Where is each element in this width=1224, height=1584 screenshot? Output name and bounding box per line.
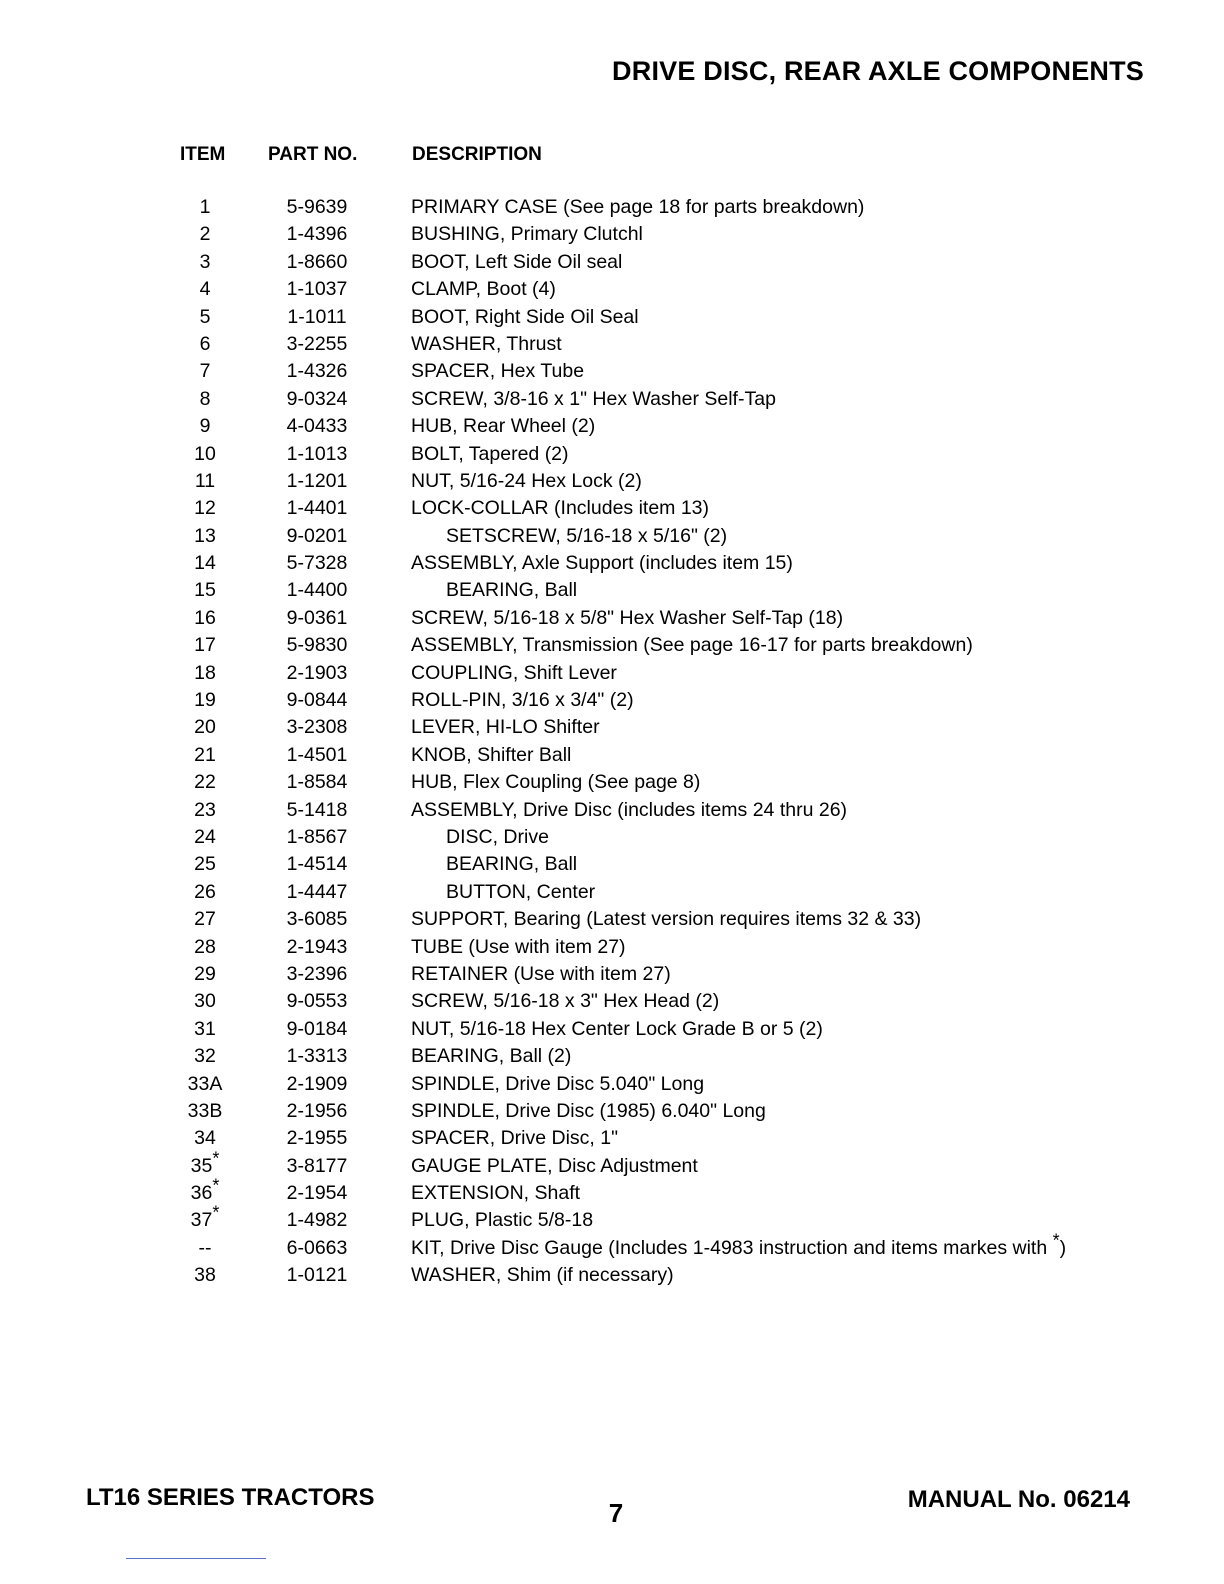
part-description [411,1098,766,1125]
description-text: BOOT, Left Side Oil seal [411,250,623,273]
parts-list [0,194,1224,1290]
part-description [411,358,584,385]
description-text: NUT, 5/16-18 Hex Center Lock Grade B or 5 (2) [411,1017,823,1040]
part-description [411,1043,571,1070]
part-number: 1-4400 [286,579,348,602]
item-number [172,386,238,413]
item-number-text: 5 [199,305,211,328]
part-description [411,1071,704,1098]
item-number [172,742,238,769]
item-number-text: 13 [194,524,216,547]
item-number [172,906,238,933]
parts-row [0,742,1224,769]
parts-row [0,358,1224,385]
part-description [446,577,577,604]
item-number [172,468,238,495]
parts-row [0,1202,1224,1234]
item-number-text: 10 [194,442,216,465]
description-text: SCREW, 5/16-18 x 3" Hex Head (2) [411,990,720,1013]
part-description [411,1125,618,1152]
parts-row [0,824,1224,851]
item-number-text: 18 [194,661,216,684]
page-number: 7 [608,1498,624,1528]
part-description [411,714,600,741]
item-number-text: -- [198,1236,212,1259]
part-description [446,851,577,878]
item-number [172,824,238,851]
part-description [411,660,617,687]
description-text: SPINDLE, Drive Disc 5.040" Long [411,1072,705,1095]
item-number-text: 33B [187,1099,223,1122]
item-number-text: 31 [194,1017,216,1040]
description-text: BUSHING, Primary Clutchl [411,223,643,246]
description-text: BOLT, Tapered (2) [411,442,569,465]
item-number-text: 21 [194,743,216,766]
part-description [411,221,643,248]
part-description [411,742,571,769]
item-number-text: 7 [199,360,211,383]
parts-row [0,276,1224,303]
item-number [172,1175,238,1207]
item-number [172,413,238,440]
parts-row [0,441,1224,468]
description-text: KNOB, Shifter Ball [411,743,572,766]
part-description [411,1016,823,1043]
description-text: EXTENSION, Shaft [411,1182,581,1205]
part-description [411,988,719,1015]
item-number-text: 2 [199,223,211,246]
asterisk-mark: * [212,1202,220,1223]
part-number: 3-6085 [286,908,348,931]
description-text: HUB, Flex Coupling (See page 8) [411,771,701,794]
item-number [172,1071,238,1098]
item-number-text: 3 [199,250,211,273]
item-number-text: 37 [190,1209,213,1232]
parts-row [0,1175,1224,1207]
item-number [172,797,238,824]
item-number [172,879,238,906]
description-text: ROLL-PIN, 3/16 x 3/4" (2) [411,689,634,712]
description-text: BOOT, Right Side Oil Seal [411,305,639,328]
parts-row [0,304,1224,331]
item-number [172,714,238,741]
part-number: 1-8660 [286,250,348,273]
parts-row [0,221,1224,248]
part-description [411,276,556,303]
part-number: 3-2255 [286,332,348,355]
parts-row [0,1043,1224,1070]
part-description [411,249,622,276]
item-number-text: 23 [194,798,216,821]
item-number-text: 32 [194,1045,216,1068]
item-number-text: 6 [199,332,211,355]
description-text: LOCK-COLLAR (Includes item 13) [411,497,710,520]
part-number: 1-4396 [286,223,348,246]
description-text: PLUG, Plastic 5/8-18 [411,1209,594,1232]
part-number: 5-9639 [286,196,348,218]
part-number: 9-0184 [286,1017,348,1040]
divider-line [126,1558,266,1559]
item-number-text: 25 [194,853,216,876]
part-description [411,632,973,659]
parts-row [0,413,1224,440]
description-text: BEARING, Ball (2) [411,1045,572,1068]
part-number: 1-1011 [287,305,347,328]
parts-row [0,851,1224,878]
part-description [411,550,793,577]
part-description [411,194,864,221]
part-number: 1-1037 [286,278,348,301]
part-number: 3-2308 [286,716,348,739]
item-number [172,304,238,331]
parts-row [0,386,1224,413]
item-number-text: 22 [194,771,216,794]
part-number: 1-4501 [286,743,348,766]
parts-row [0,934,1224,961]
description-text: DISC, Drive [446,825,549,848]
part-description [411,304,639,331]
description-text: ASSEMBLY, Transmission (See page 16-17 for parts breakdown) [411,634,973,657]
description-text: BEARING, Ball [446,853,578,876]
item-number [172,358,238,385]
parts-row [0,194,1224,221]
part-number: 2-1954 [286,1182,348,1205]
part-number: 1-8584 [286,771,348,794]
item-number-text: 16 [194,606,216,629]
item-number [172,1098,238,1125]
part-description [411,961,671,988]
parts-row [0,1098,1224,1125]
part-number: 2-1956 [286,1099,348,1122]
item-number-text: 4 [199,278,211,301]
item-number-text: 35 [190,1154,213,1177]
item-number-text: 8 [199,387,211,410]
part-description [411,1153,698,1180]
footer-manual-number: MANUAL No. 06214 [907,1486,1130,1513]
part-number: 2-1955 [286,1127,348,1150]
parts-row [0,1262,1224,1289]
parts-row [0,797,1224,824]
description-text: SUPPORT, Bearing (Latest version requires items 32 & 33) [411,908,922,931]
item-number [172,1202,238,1234]
item-number [172,249,238,276]
part-number: 9-0361 [286,606,348,629]
parts-row [0,879,1224,906]
description-text: PRIMARY CASE (See page 18 for parts breakdown) [411,196,865,218]
part-description [411,797,847,824]
item-number-text: 26 [194,880,216,903]
item-number [172,934,238,961]
item-number [172,441,238,468]
item-number [172,1016,238,1043]
part-description [446,824,549,851]
item-number [172,687,238,714]
description-text: SCREW, 5/16-18 x 5/8" Hex Washer Self-Tap (18) [411,606,844,629]
part-number: 1-4982 [286,1209,348,1232]
item-number-text: 9 [199,415,211,438]
description-text: SETSCREW, 5/16-18 x 5/16" (2) [446,524,728,547]
item-number-text: 29 [194,962,216,985]
part-number: 6-0663 [286,1236,348,1259]
item-number-text: 1 [199,196,211,218]
item-number-text: 19 [194,689,216,712]
description-text: SCREW, 3/8-16 x 1" Hex Washer Self-Tap [411,387,776,410]
part-number: 5-1418 [286,798,348,821]
item-number-text: 38 [194,1264,216,1287]
item-number [172,1262,238,1289]
description-text: SPINDLE, Drive Disc (1985) 6.040" Long [411,1099,766,1122]
parts-row [0,1071,1224,1098]
parts-row [0,468,1224,495]
item-number [172,851,238,878]
part-description [446,523,727,550]
part-description [411,769,700,796]
item-number-text: 30 [194,990,216,1013]
description-text: TUBE (Use with item 27) [411,935,626,958]
parts-row [0,495,1224,522]
part-number: 1-4326 [286,360,348,383]
description-text: BUTTON, Center [446,880,596,903]
description-text: CLAMP, Boot (4) [411,278,556,301]
part-number: 1-4401 [286,497,348,520]
part-number: 1-3313 [286,1045,348,1068]
parts-row [0,988,1224,1015]
part-description [411,1230,1067,1262]
item-number [172,194,238,221]
column-header-description: DESCRIPTION [412,144,542,165]
parts-row [0,605,1224,632]
part-description [411,468,642,495]
item-number-text: 11 [194,469,216,492]
description-text: SPACER, Drive Disc, 1" [411,1127,619,1150]
description-text: GAUGE PLATE, Disc Adjustment [411,1154,698,1177]
part-number: 9-0201 [286,524,348,547]
parts-row [0,906,1224,933]
part-description [411,495,709,522]
asterisk-mark: * [1052,1230,1060,1251]
part-number: 1-4447 [286,880,348,903]
item-number [172,577,238,604]
asterisk-mark: * [212,1148,220,1169]
parts-row [0,577,1224,604]
description-text: ASSEMBLY, Drive Disc (includes items 24 thru 26) [411,798,848,821]
part-number: 9-0324 [286,387,348,410]
description-text: RETAINER (Use with item 27) [411,962,671,985]
item-number [172,523,238,550]
part-number: 3-8177 [286,1154,348,1177]
parts-row [0,632,1224,659]
item-number [172,632,238,659]
parts-row [0,1016,1224,1043]
parts-row [0,961,1224,988]
item-number [172,1125,238,1152]
part-number: 1-8567 [286,825,348,848]
part-number: 9-0844 [286,689,348,712]
part-number: 9-0553 [286,990,348,1013]
part-number: 1-0121 [286,1264,348,1287]
part-number: 5-9830 [286,634,348,657]
description-text: LEVER, HI-LO Shifter [411,716,600,739]
item-number-text: 28 [194,935,216,958]
parts-row [0,523,1224,550]
part-description [411,386,776,413]
item-number [172,1043,238,1070]
description-text: BEARING, Ball [446,579,578,602]
part-description [411,1180,580,1207]
part-description [411,934,626,961]
part-description [411,331,562,358]
asterisk-mark: * [212,1175,220,1196]
item-number [172,988,238,1015]
parts-row [0,550,1224,577]
description-text: WASHER, Shim (if necessary) [411,1264,674,1287]
item-number [172,550,238,577]
part-description [411,413,595,440]
part-description [411,687,634,714]
description-text: WASHER, Thrust [411,332,562,355]
part-number: 1-1013 [286,442,348,465]
item-number [172,221,238,248]
parts-row [0,1148,1224,1180]
page-title: DRIVE DISC, REAR AXLE COMPONENTS [612,56,1144,86]
part-number: 1-4514 [286,853,348,876]
part-number: 5-7328 [286,552,348,575]
part-number: 2-1903 [286,661,348,684]
part-number: 3-2396 [286,962,348,985]
parts-row [0,687,1224,714]
item-number [172,331,238,358]
part-number: 2-1909 [286,1072,348,1095]
description-text: KIT, Drive Disc Gauge (Includes 1-4983 instruction and items markes with [411,1236,1053,1259]
item-number [172,276,238,303]
part-description [411,1207,593,1234]
part-number: 4-0433 [286,415,348,438]
item-number [172,1148,238,1180]
item-number-text: 36 [190,1182,213,1205]
column-header-item: ITEM [180,144,226,165]
item-number-text: 24 [194,825,216,848]
item-number [172,660,238,687]
parts-row [0,660,1224,687]
item-number-text: 15 [194,579,216,602]
description-text: HUB, Rear Wheel (2) [411,415,596,438]
part-number: 2-1943 [286,935,348,958]
column-header-part-no: PART NO. [268,144,358,165]
item-number [172,769,238,796]
item-number-text: 17 [194,634,216,657]
item-number [172,605,238,632]
parts-row [0,769,1224,796]
parts-row [0,1230,1224,1262]
description-text: NUT, 5/16-24 Hex Lock (2) [411,469,642,492]
item-number-text: 34 [194,1127,216,1150]
item-number [172,495,238,522]
description-text: COUPLING, Shift Lever [411,661,617,684]
item-number-text: 33A [187,1072,223,1095]
parts-row [0,1125,1224,1152]
parts-row [0,331,1224,358]
part-description [411,906,921,933]
parts-row [0,714,1224,741]
item-number [172,961,238,988]
item-number-text: 20 [194,716,216,739]
item-number-text: 14 [194,552,216,575]
part-description [411,1262,674,1289]
footer-series: LT16 SERIES TRACTORS [86,1484,375,1511]
description-text: ASSEMBLY, Axle Support (includes item 15) [411,552,793,575]
description-text-end: ) [1059,1236,1067,1259]
parts-row [0,249,1224,276]
part-description [411,605,843,632]
item-number [172,1235,238,1262]
part-description [411,441,569,468]
part-description [446,879,595,906]
item-number-text: 27 [194,908,216,931]
part-number: 1-1201 [286,469,348,492]
description-text: SPACER, Hex Tube [411,360,585,383]
item-number-text: 12 [194,497,216,520]
